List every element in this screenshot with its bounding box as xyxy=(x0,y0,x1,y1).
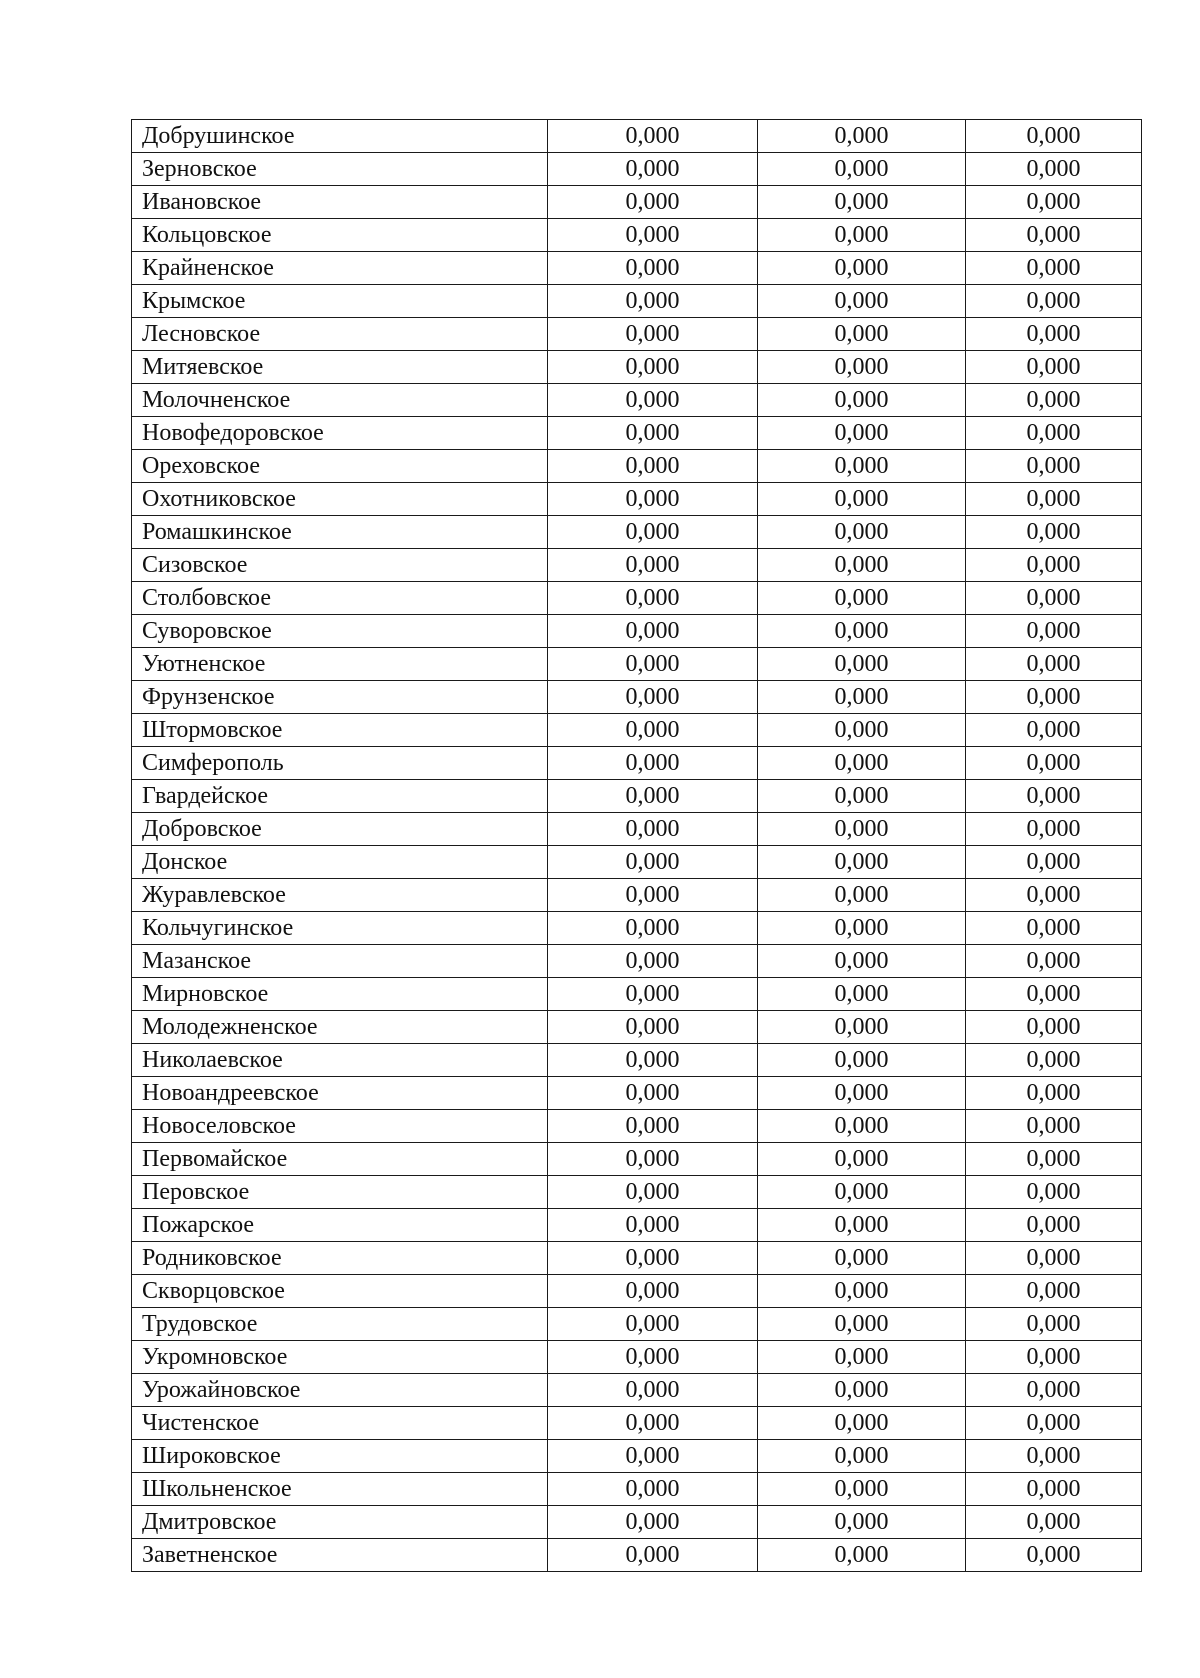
table-row xyxy=(132,1473,1142,1506)
value-2-cell: 0,000 xyxy=(758,417,966,450)
value-1-cell: 0,000 xyxy=(548,318,758,351)
value-2-cell: 0,000 xyxy=(758,813,966,846)
table-row xyxy=(132,417,1142,450)
settlement-name-cell: Фрунзенское xyxy=(132,681,548,714)
value-3-cell: 0,000 xyxy=(966,1308,1142,1341)
value-2-cell: 0,000 xyxy=(758,1044,966,1077)
settlement-name-cell: Кольчугинское xyxy=(132,912,548,945)
value-3-cell: 0,000 xyxy=(966,1242,1142,1275)
value-3-cell: 0,000 xyxy=(966,318,1142,351)
table-row xyxy=(132,186,1142,219)
value-1-cell: 0,000 xyxy=(548,681,758,714)
table-row xyxy=(132,912,1142,945)
value-1-cell: 0,000 xyxy=(548,780,758,813)
value-1-cell: 0,000 xyxy=(548,846,758,879)
value-3-cell: 0,000 xyxy=(966,1473,1142,1506)
table-row xyxy=(132,978,1142,1011)
value-2-cell: 0,000 xyxy=(758,648,966,681)
settlement-name-cell: Урожайновское xyxy=(132,1374,548,1407)
value-2-cell: 0,000 xyxy=(758,1473,966,1506)
settlement-name-cell: Новоандреевское xyxy=(132,1077,548,1110)
value-3-cell: 0,000 xyxy=(966,714,1142,747)
value-3-cell: 0,000 xyxy=(966,549,1142,582)
settlement-name-cell: Родниковское xyxy=(132,1242,548,1275)
settlement-name-cell: Ромашкинское xyxy=(132,516,548,549)
value-1-cell: 0,000 xyxy=(548,1539,758,1572)
value-3-cell: 0,000 xyxy=(966,417,1142,450)
settlement-name-cell: Крымское xyxy=(132,285,548,318)
value-3-cell: 0,000 xyxy=(966,912,1142,945)
settlement-name-cell: Новоселовское xyxy=(132,1110,548,1143)
value-1-cell: 0,000 xyxy=(548,120,758,153)
value-3-cell: 0,000 xyxy=(966,1110,1142,1143)
settlement-name-cell: Новофедоровское xyxy=(132,417,548,450)
value-2-cell: 0,000 xyxy=(758,1011,966,1044)
settlement-name-cell: Лесновское xyxy=(132,318,548,351)
value-3-cell: 0,000 xyxy=(966,648,1142,681)
value-3-cell: 0,000 xyxy=(966,351,1142,384)
value-1-cell: 0,000 xyxy=(548,813,758,846)
settlement-name-cell: Митяевское xyxy=(132,351,548,384)
settlement-name-cell: Первомайское xyxy=(132,1143,548,1176)
value-3-cell: 0,000 xyxy=(966,1440,1142,1473)
value-1-cell: 0,000 xyxy=(548,648,758,681)
table-row xyxy=(132,1374,1142,1407)
value-2-cell: 0,000 xyxy=(758,978,966,1011)
settlement-name-cell: Николаевское xyxy=(132,1044,548,1077)
value-3-cell: 0,000 xyxy=(966,450,1142,483)
table-row xyxy=(132,714,1142,747)
value-3-cell: 0,000 xyxy=(966,1176,1142,1209)
table-row xyxy=(132,1341,1142,1374)
value-2-cell: 0,000 xyxy=(758,1143,966,1176)
value-3-cell: 0,000 xyxy=(966,879,1142,912)
value-2-cell: 0,000 xyxy=(758,1308,966,1341)
value-1-cell: 0,000 xyxy=(548,879,758,912)
settlement-name-cell: Суворовское xyxy=(132,615,548,648)
value-2-cell: 0,000 xyxy=(758,1077,966,1110)
value-3-cell: 0,000 xyxy=(966,1506,1142,1539)
value-2-cell: 0,000 xyxy=(758,780,966,813)
value-1-cell: 0,000 xyxy=(548,351,758,384)
table-row xyxy=(132,252,1142,285)
value-3-cell: 0,000 xyxy=(966,516,1142,549)
settlement-name-cell: Донское xyxy=(132,846,548,879)
table-row xyxy=(132,285,1142,318)
value-3-cell: 0,000 xyxy=(966,1077,1142,1110)
value-3-cell: 0,000 xyxy=(966,1209,1142,1242)
settlement-name-cell: Добровское xyxy=(132,813,548,846)
value-1-cell: 0,000 xyxy=(548,153,758,186)
value-2-cell: 0,000 xyxy=(758,681,966,714)
value-2-cell: 0,000 xyxy=(758,384,966,417)
value-3-cell: 0,000 xyxy=(966,780,1142,813)
value-1-cell: 0,000 xyxy=(548,1374,758,1407)
settlement-name-cell: Дмитровское xyxy=(132,1506,548,1539)
settlement-name-cell: Столбовское xyxy=(132,582,548,615)
value-2-cell: 0,000 xyxy=(758,1539,966,1572)
table-row xyxy=(132,120,1142,153)
value-2-cell: 0,000 xyxy=(758,351,966,384)
settlement-name-cell: Чистенское xyxy=(132,1407,548,1440)
value-1-cell: 0,000 xyxy=(548,1275,758,1308)
settlement-name-cell: Кольцовское xyxy=(132,219,548,252)
table-row xyxy=(132,1143,1142,1176)
value-1-cell: 0,000 xyxy=(548,912,758,945)
settlement-name-cell: Заветненское xyxy=(132,1539,548,1572)
value-3-cell: 0,000 xyxy=(966,813,1142,846)
table-row xyxy=(132,1077,1142,1110)
value-3-cell: 0,000 xyxy=(966,846,1142,879)
value-1-cell: 0,000 xyxy=(548,945,758,978)
value-1-cell: 0,000 xyxy=(548,615,758,648)
value-3-cell: 0,000 xyxy=(966,1143,1142,1176)
value-1-cell: 0,000 xyxy=(548,582,758,615)
value-1-cell: 0,000 xyxy=(548,417,758,450)
value-2-cell: 0,000 xyxy=(758,549,966,582)
value-1-cell: 0,000 xyxy=(548,186,758,219)
settlement-name-cell: Охотниковское xyxy=(132,483,548,516)
value-2-cell: 0,000 xyxy=(758,516,966,549)
value-2-cell: 0,000 xyxy=(758,219,966,252)
value-3-cell: 0,000 xyxy=(966,1011,1142,1044)
value-2-cell: 0,000 xyxy=(758,120,966,153)
table-row xyxy=(132,615,1142,648)
value-1-cell: 0,000 xyxy=(548,1143,758,1176)
value-1-cell: 0,000 xyxy=(548,978,758,1011)
table-row xyxy=(132,219,1142,252)
value-3-cell: 0,000 xyxy=(966,153,1142,186)
table-row xyxy=(132,648,1142,681)
value-1-cell: 0,000 xyxy=(548,450,758,483)
value-3-cell: 0,000 xyxy=(966,483,1142,516)
value-3-cell: 0,000 xyxy=(966,747,1142,780)
settlement-name-cell: Ореховское xyxy=(132,450,548,483)
settlement-name-cell: Добрушинское xyxy=(132,120,548,153)
settlements-table xyxy=(131,119,1142,1572)
value-2-cell: 0,000 xyxy=(758,1407,966,1440)
settlement-name-cell: Уютненское xyxy=(132,648,548,681)
table-row xyxy=(132,1044,1142,1077)
table-row xyxy=(132,681,1142,714)
table-row xyxy=(132,153,1142,186)
table-row xyxy=(132,450,1142,483)
table-row xyxy=(132,780,1142,813)
settlement-name-cell: Укромновское xyxy=(132,1341,548,1374)
value-2-cell: 0,000 xyxy=(758,153,966,186)
settlement-name-cell: Трудовское xyxy=(132,1308,548,1341)
table-row xyxy=(132,945,1142,978)
value-3-cell: 0,000 xyxy=(966,978,1142,1011)
value-3-cell: 0,000 xyxy=(966,681,1142,714)
table-row xyxy=(132,1308,1142,1341)
value-3-cell: 0,000 xyxy=(966,582,1142,615)
table-row xyxy=(132,747,1142,780)
value-2-cell: 0,000 xyxy=(758,879,966,912)
settlement-name-cell: Ивановское xyxy=(132,186,548,219)
settlement-name-cell: Штормовское xyxy=(132,714,548,747)
table-row xyxy=(132,483,1142,516)
table-row xyxy=(132,1539,1142,1572)
table-row xyxy=(132,516,1142,549)
value-1-cell: 0,000 xyxy=(548,1440,758,1473)
value-3-cell: 0,000 xyxy=(966,384,1142,417)
value-1-cell: 0,000 xyxy=(548,1110,758,1143)
value-1-cell: 0,000 xyxy=(548,1506,758,1539)
table-row xyxy=(132,384,1142,417)
value-2-cell: 0,000 xyxy=(758,1176,966,1209)
table-row xyxy=(132,1176,1142,1209)
table-row xyxy=(132,582,1142,615)
value-3-cell: 0,000 xyxy=(966,120,1142,153)
value-2-cell: 0,000 xyxy=(758,285,966,318)
value-1-cell: 0,000 xyxy=(548,549,758,582)
value-1-cell: 0,000 xyxy=(548,1407,758,1440)
value-1-cell: 0,000 xyxy=(548,483,758,516)
settlement-name-cell: Скворцовское xyxy=(132,1275,548,1308)
settlement-name-cell: Журавлевское xyxy=(132,879,548,912)
value-1-cell: 0,000 xyxy=(548,1044,758,1077)
value-1-cell: 0,000 xyxy=(548,1209,758,1242)
settlement-name-cell: Крайненское xyxy=(132,252,548,285)
value-2-cell: 0,000 xyxy=(758,945,966,978)
value-2-cell: 0,000 xyxy=(758,747,966,780)
value-2-cell: 0,000 xyxy=(758,1275,966,1308)
value-1-cell: 0,000 xyxy=(548,1341,758,1374)
value-2-cell: 0,000 xyxy=(758,714,966,747)
value-1-cell: 0,000 xyxy=(548,714,758,747)
value-2-cell: 0,000 xyxy=(758,186,966,219)
value-3-cell: 0,000 xyxy=(966,1275,1142,1308)
value-1-cell: 0,000 xyxy=(548,219,758,252)
value-3-cell: 0,000 xyxy=(966,285,1142,318)
table-row xyxy=(132,1011,1142,1044)
value-1-cell: 0,000 xyxy=(548,252,758,285)
value-3-cell: 0,000 xyxy=(966,1044,1142,1077)
value-2-cell: 0,000 xyxy=(758,318,966,351)
value-3-cell: 0,000 xyxy=(966,1539,1142,1572)
value-3-cell: 0,000 xyxy=(966,945,1142,978)
value-3-cell: 0,000 xyxy=(966,219,1142,252)
table-row xyxy=(132,1209,1142,1242)
table-row xyxy=(132,1242,1142,1275)
value-2-cell: 0,000 xyxy=(758,483,966,516)
value-3-cell: 0,000 xyxy=(966,252,1142,285)
settlement-name-cell: Широковское xyxy=(132,1440,548,1473)
value-1-cell: 0,000 xyxy=(548,1176,758,1209)
value-1-cell: 0,000 xyxy=(548,1077,758,1110)
table-row xyxy=(132,351,1142,384)
value-1-cell: 0,000 xyxy=(548,747,758,780)
value-1-cell: 0,000 xyxy=(548,516,758,549)
table-row xyxy=(132,813,1142,846)
settlement-name-cell: Зерновское xyxy=(132,153,548,186)
value-2-cell: 0,000 xyxy=(758,1110,966,1143)
value-2-cell: 0,000 xyxy=(758,1209,966,1242)
value-2-cell: 0,000 xyxy=(758,450,966,483)
table-row xyxy=(132,318,1142,351)
value-2-cell: 0,000 xyxy=(758,615,966,648)
table-row xyxy=(132,1110,1142,1143)
value-3-cell: 0,000 xyxy=(966,1341,1142,1374)
value-1-cell: 0,000 xyxy=(548,285,758,318)
settlement-name-cell: Молодежненское xyxy=(132,1011,548,1044)
value-2-cell: 0,000 xyxy=(758,846,966,879)
table-row xyxy=(132,846,1142,879)
value-2-cell: 0,000 xyxy=(758,1374,966,1407)
value-2-cell: 0,000 xyxy=(758,582,966,615)
value-1-cell: 0,000 xyxy=(548,384,758,417)
settlement-name-cell: Мазанское xyxy=(132,945,548,978)
settlement-name-cell: Мирновское xyxy=(132,978,548,1011)
table-row xyxy=(132,1440,1142,1473)
table-row xyxy=(132,879,1142,912)
value-3-cell: 0,000 xyxy=(966,1407,1142,1440)
value-1-cell: 0,000 xyxy=(548,1473,758,1506)
value-2-cell: 0,000 xyxy=(758,1242,966,1275)
value-1-cell: 0,000 xyxy=(548,1242,758,1275)
settlement-name-cell: Пожарское xyxy=(132,1209,548,1242)
table-row xyxy=(132,1275,1142,1308)
settlement-name-cell: Перовское xyxy=(132,1176,548,1209)
value-1-cell: 0,000 xyxy=(548,1011,758,1044)
value-2-cell: 0,000 xyxy=(758,1341,966,1374)
value-2-cell: 0,000 xyxy=(758,1506,966,1539)
settlement-name-cell: Сизовское xyxy=(132,549,548,582)
settlement-name-cell: Симферополь xyxy=(132,747,548,780)
table-body xyxy=(132,120,1142,1572)
value-3-cell: 0,000 xyxy=(966,1374,1142,1407)
table-row xyxy=(132,549,1142,582)
value-3-cell: 0,000 xyxy=(966,186,1142,219)
table-row xyxy=(132,1506,1142,1539)
value-2-cell: 0,000 xyxy=(758,252,966,285)
value-2-cell: 0,000 xyxy=(758,1440,966,1473)
value-3-cell: 0,000 xyxy=(966,615,1142,648)
value-1-cell: 0,000 xyxy=(548,1308,758,1341)
settlement-name-cell: Школьненское xyxy=(132,1473,548,1506)
value-2-cell: 0,000 xyxy=(758,912,966,945)
settlement-name-cell: Молочненское xyxy=(132,384,548,417)
table-row xyxy=(132,1407,1142,1440)
settlement-name-cell: Гвардейское xyxy=(132,780,548,813)
